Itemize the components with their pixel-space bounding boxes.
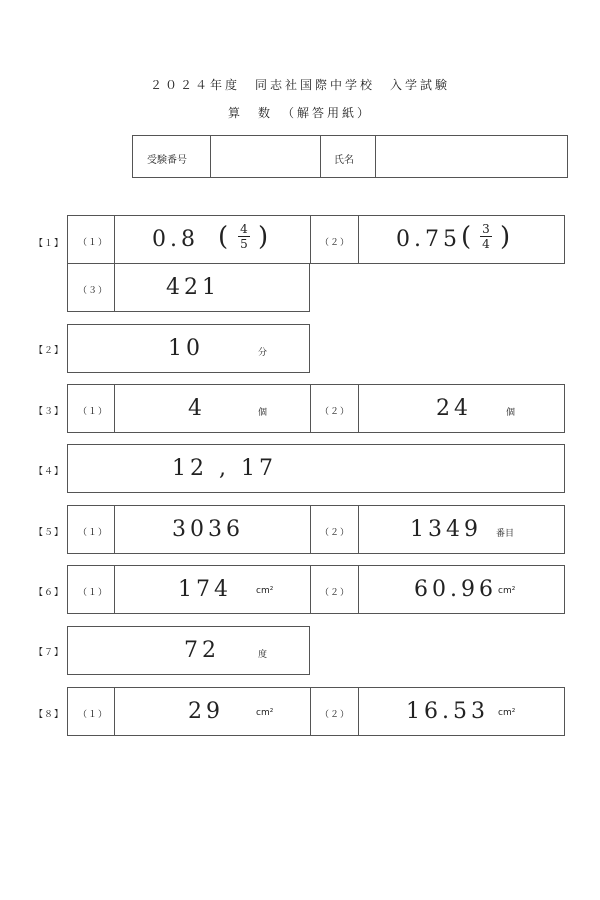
q5-part1-number: （１） <box>78 528 109 538</box>
q7-unit: 度 <box>258 650 268 660</box>
exam-number-label: 受験番号 <box>147 155 187 166</box>
question-6-label: 【６】 <box>34 588 65 598</box>
q8-part2-answer: 16.53 <box>406 699 489 724</box>
q6-part2-answer: 60.96 <box>414 577 497 602</box>
q2-answer: 10 <box>168 336 204 361</box>
question-2-label: 【２】 <box>34 346 65 356</box>
question-7-label: 【７】 <box>34 648 65 658</box>
q5-part1-answer: 3036 <box>172 517 244 542</box>
q5-part2-number: （２） <box>320 528 351 538</box>
name-label: 氏名 <box>334 155 354 166</box>
q7-answer: 72 <box>184 638 220 663</box>
page-title: ２０２４年度 同志社国際中学校 入学試験 <box>149 78 450 92</box>
q8-row <box>67 687 565 736</box>
q1-part3-number: （３） <box>78 286 109 296</box>
q1-part2-close-paren: ) <box>500 222 511 252</box>
question-1-label: 【１】 <box>34 239 65 249</box>
q1-part1-fraction-numerator: 4 <box>240 222 248 236</box>
q1-row2 <box>67 263 310 312</box>
q2-row <box>67 324 310 373</box>
q4-answer: 12 , 17 <box>172 456 277 481</box>
q1-part3-answer: 421 <box>166 275 220 300</box>
q8-part1-number: （１） <box>78 710 109 720</box>
q1-part1-fraction-denominator: 5 <box>240 237 248 251</box>
q1-part2-open-paren: ( <box>461 222 472 252</box>
q2-unit: 分 <box>258 348 268 358</box>
q1-part2-number: （２） <box>320 238 351 248</box>
question-8-label: 【８】 <box>34 710 65 720</box>
q1-part2-fraction-denominator: 4 <box>482 237 490 251</box>
q3-part2-number: （２） <box>320 407 351 417</box>
q1-part1-close-paren: ) <box>258 222 269 252</box>
q1-part2-fraction <box>480 222 492 251</box>
page-subtitle: 算 数 （解答用紙） <box>227 106 372 120</box>
question-3-label: 【３】 <box>34 407 65 417</box>
q3-part2-answer: 24 <box>436 396 472 421</box>
exam-info-box <box>132 135 568 178</box>
q3-part2-unit: 個 <box>506 408 516 418</box>
question-5-label: 【５】 <box>34 528 65 538</box>
q6-part1-number: （１） <box>78 588 109 598</box>
q8-part2-unit: cm² <box>498 708 516 718</box>
q1-part1-answer: 0.8 <box>152 227 199 252</box>
q8-part1-answer: 29 <box>188 699 224 724</box>
q6-part1-unit: cm² <box>256 586 274 596</box>
q7-row <box>67 626 310 675</box>
q5-row <box>67 505 565 554</box>
question-4-label: 【４】 <box>34 467 65 477</box>
q5-part2-unit: 番目 <box>496 529 515 539</box>
q3-part1-unit: 個 <box>258 408 268 418</box>
q1-part2-fraction-numerator: 3 <box>482 222 490 236</box>
q6-part2-unit: cm² <box>498 586 516 596</box>
q6-part2-number: （２） <box>320 588 351 598</box>
q3-part1-answer: 4 <box>188 396 206 421</box>
q4-row <box>67 444 565 493</box>
q6-row <box>67 565 565 614</box>
q8-part1-unit: cm² <box>256 708 274 718</box>
q1-part2-answer: 0.75 <box>396 227 461 252</box>
q1-row1 <box>67 215 565 264</box>
name-field[interactable] <box>383 148 553 168</box>
q1-part1-number: （１） <box>78 238 109 248</box>
q3-row <box>67 384 565 433</box>
q1-part1-open-paren: ( <box>218 222 229 252</box>
q6-part1-answer: 174 <box>178 577 232 602</box>
q5-part2-answer: 1349 <box>410 517 482 542</box>
exam-number-field[interactable] <box>218 148 318 168</box>
q8-part2-number: （２） <box>320 710 351 720</box>
q1-part1-fraction <box>238 222 250 251</box>
q3-part1-number: （１） <box>78 407 109 417</box>
